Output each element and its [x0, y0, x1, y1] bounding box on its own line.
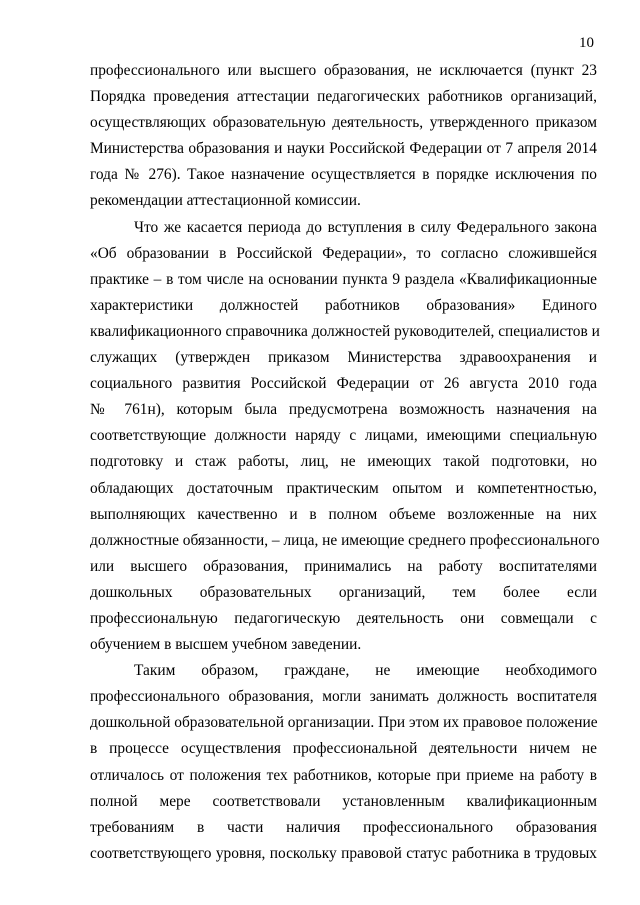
text-line: характеристики должностей работников образования» Единого — [90, 296, 597, 314]
text-line: профессионального или высшего образования, не исключается (пункт 23 — [90, 62, 597, 79]
text-line: рекомендации аттестационной комиссии. — [90, 192, 361, 210]
page-number: 10 — [579, 35, 594, 51]
text-line: подготовку и стаж работы, лиц, не имеющих такой подготовки, но — [90, 453, 597, 471]
text-line: практике – в том числе на основании пункта 9 раздела «Квалификационные — [90, 270, 597, 288]
text-line: «Об образовании в Российской Федерации», то согласно сложившейся — [90, 244, 597, 262]
text-line: дошкольных образовательных организаций, тем более если — [90, 583, 597, 601]
text-line: служащих (утвержден приказом Министерства здравоохранения и — [90, 349, 597, 367]
text-line: отличалось от положения тех работников, которые при приеме на работу в — [90, 766, 597, 784]
text-line: профессионального образования, могли занимать должность воспитателя — [90, 688, 597, 706]
text-line: профессиональную педагогическую деятельность они совмещали с — [90, 609, 597, 627]
text-line: осуществляющих образовательную деятельность, утвержденного приказом — [90, 114, 597, 132]
text-line: Порядка проведения аттестации педагогических работников организаций, — [90, 88, 597, 106]
text-line: обучением в высшем учебном заведении. — [90, 636, 362, 654]
text-line: выполняющих качественно и в полном объеме возложенные на них — [90, 505, 597, 523]
text-line: Что же касается периода до вступления в силу Федерального закона — [134, 218, 597, 236]
text-line: полной мере соответствовали установленным квалификационным — [90, 792, 597, 810]
text-line: должностные обязанности, – лица, не имеющие среднего профессионального — [90, 531, 600, 549]
text-line: года № 276). Такое назначение осуществляется в порядке исключения по — [90, 166, 597, 184]
paragraph-1 — [90, 58, 597, 215]
text-line: Таким образом, граждане, не имеющие необходимого — [134, 662, 597, 680]
text-line: квалификационного справочника должностей руководителей, специалистов и — [90, 322, 600, 340]
text-line: в процессе осуществления профессиональной деятельности ничем не — [90, 740, 597, 758]
text-line: № 761н), которым была предусмотрена возможность назначения на — [90, 401, 597, 419]
text-line: или высшего образования, принимались на работу воспитателями — [90, 557, 597, 575]
text-line: соответствующего уровня, поскольку правовой статус работника в трудовых — [90, 844, 597, 862]
paragraph-3 — [90, 658, 597, 867]
text-line: социального развития Российской Федерации от 26 августа 2010 года — [90, 375, 597, 393]
document-body — [90, 58, 600, 867]
text-line: обладающих достаточным практическим опытом и компетентностью, — [90, 479, 597, 497]
text-line: Министерства образования и науки Российской Федерации от 7 апреля 2014 — [90, 140, 597, 158]
text-line: требованиям в части наличия профессионального образования — [90, 818, 597, 836]
text-line: дошкольной образовательной организации. При этом их правовое положение — [90, 714, 598, 732]
text-line: соответствующие должности наряду с лицами, имеющими специальную — [90, 427, 597, 445]
paragraph-2 — [90, 215, 600, 659]
